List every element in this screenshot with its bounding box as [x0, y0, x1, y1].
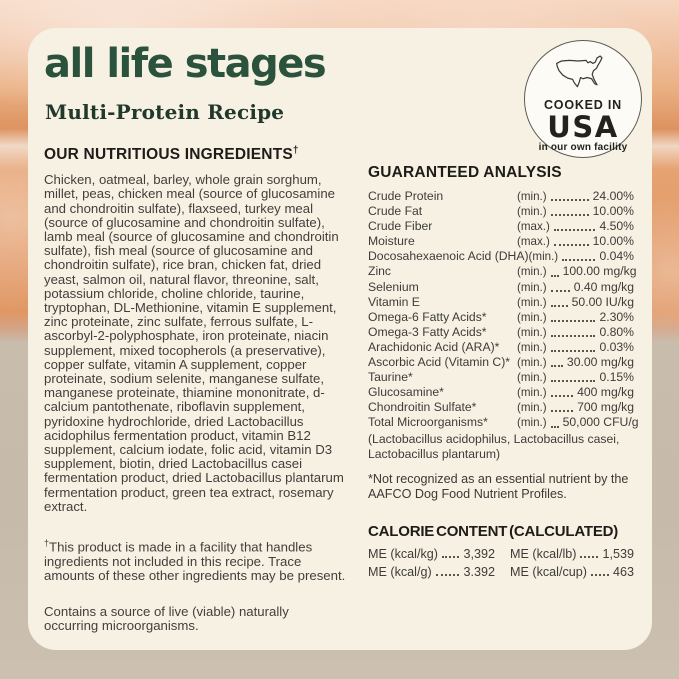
calorie-value: 463 [612, 564, 634, 579]
nutrient-name: Selenium [368, 279, 419, 294]
dot-leader [551, 410, 573, 412]
nutrient-value: 10.00% [592, 234, 634, 249]
min-max-qualifier: (max.) [517, 235, 550, 249]
analysis-row [368, 204, 634, 219]
analysis-row [368, 415, 639, 430]
min-max-qualifier: (min.) [528, 250, 559, 264]
calorie-measure: ME (kcal/g) [368, 564, 432, 579]
analysis-row [368, 370, 634, 385]
calorie-row [510, 565, 634, 579]
analysis-row [368, 219, 634, 234]
aafco-footnote: *Not recognized as an essential nutrient by the AAFCO Dog Food Nutrient Profiles. [368, 471, 629, 501]
calorie-row [510, 547, 634, 561]
analysis-row [368, 310, 634, 325]
nutrient-value: 4.50% [599, 219, 634, 234]
analysis-row [368, 355, 634, 370]
nutrient-value: 700 mg/kg [577, 400, 634, 415]
dot-leader [591, 574, 609, 576]
nutrient-value: 0.40 mg/kg [573, 279, 634, 294]
nutrient-name: Crude Fat [368, 204, 423, 219]
calorie-value: 1,539 [602, 546, 634, 561]
min-max-qualifier: (min.) [517, 205, 547, 219]
product-title: all life stages [44, 41, 326, 87]
dot-leader [442, 556, 460, 558]
min-max-qualifier: (min.) [517, 416, 547, 430]
ingredients-heading-text: OUR NUTRITIOUS INGREDIENTS [44, 146, 293, 164]
analysis-section [368, 164, 639, 579]
analysis-row [368, 400, 634, 415]
nutrient-value: 24.00% [592, 189, 634, 203]
dot-leader [551, 275, 559, 277]
calorie-content-heading: CALORIE CONTENT (CALCULATED) [368, 522, 619, 540]
nutrient-name: Arachidonic Acid (ARA)* [368, 339, 500, 354]
nutrient-name: Moisture [368, 234, 415, 249]
nutrient-value: 100.00 mg/kg [562, 264, 637, 279]
dot-leader [551, 305, 568, 307]
ingredients-list: Chicken, oatmeal, barley, whole grain sorghum, millet, peas, chicken meal (source of glucosamine and chondroitin sulfate), flaxseed, turkey meal (source of glucosamine and chondroitin sulfate), lamb meal (source of glucosamine and chondroitin sulfate), fish meal (source of glucosamine and chondroitin sulfate), rice bran, chicken fat, dried yeast, salmon oil, natural flavor, threonine, salt, potassium chloride, choline chloride, taurine, tryptophan, DL-Methionine, vitamin E supplement, zinc proteinate, zinc sulfate, ferrous sulfate, L-ascorbyl-2-polyphosphate, iron proteinate, niacin supplement, mixed tocopherols (a preservative), copper sulfate, vitamin A supplement, copper proteinate, sodium selenite, manganese sulfate, manganese proteinate, thiamine mononitrate, d-calcium pantothenate, riboflavin supplement, pyridoxine hydrochloride, dried Lactobacillus acidophilus fermentation product, vitamin B12 supplement, calcium iodate, folic acid, vitamin D3 supplement, biotin, dried Lactobacillus casei fermentation product, dried Lactobacillus plantarum fermentation product, green tea extract, rosemary extract. [44, 172, 344, 514]
nutrient-name: Crude Fiber [368, 219, 433, 234]
nutrient-name: Total Microorganisms* [368, 415, 488, 430]
nutrient-name: Glucosamine* [368, 385, 444, 400]
badge-line-cooked-in: COOKED IN [543, 98, 623, 112]
dot-leader [554, 229, 596, 231]
dot-leader [580, 556, 598, 558]
min-max-qualifier: (min.) [517, 295, 547, 309]
nutrient-name: Crude Protein [368, 189, 444, 203]
calorie-row [368, 547, 495, 561]
analysis-row [368, 264, 637, 279]
calorie-value: 3.392 [463, 564, 495, 579]
guaranteed-analysis-table [368, 189, 639, 431]
min-max-qualifier: (min.) [517, 401, 547, 415]
dot-leader [551, 214, 589, 216]
min-max-qualifier: (min.) [517, 325, 547, 339]
nutrient-name: Omega-3 Fatty Acids* [368, 324, 487, 339]
nutrient-name: Omega-6 Fatty Acids* [368, 309, 487, 324]
analysis-row [368, 189, 634, 204]
dagger-mark: † [44, 538, 50, 549]
dot-leader [436, 574, 460, 576]
calorie-measure: ME (kcal/cup) [510, 564, 587, 579]
nutrient-value: 10.00% [592, 204, 634, 219]
facility-footnote [44, 536, 346, 583]
dot-leader [551, 395, 573, 397]
badge-line-usa: USA [547, 110, 619, 144]
nutrient-value: 400 mg/kg [577, 385, 634, 400]
min-max-qualifier: (min.) [517, 190, 547, 203]
dot-leader [551, 365, 563, 367]
nutrient-value: 30.00 mg/kg [566, 355, 634, 370]
badge-line-facility: in our own facility [538, 142, 628, 153]
cooked-in-usa-badge [524, 40, 642, 158]
min-max-qualifier: (min.) [517, 356, 547, 370]
nutrient-value: 2.30% [599, 309, 634, 324]
dot-leader [562, 259, 595, 261]
analysis-row [368, 295, 634, 310]
analysis-row [368, 249, 634, 264]
dot-leader [551, 426, 559, 428]
min-max-qualifier: (max.) [517, 220, 550, 234]
nutrient-value: 0.80% [599, 324, 634, 339]
calorie-row [368, 565, 495, 579]
dot-leader [551, 290, 570, 292]
analysis-row [368, 234, 634, 249]
dot-leader [551, 380, 596, 382]
microorganism-species-note: (Lactobacillus acidophilus, Lactobacillus casei, Lactobacillus plantarum) [368, 431, 620, 461]
analysis-row [368, 385, 634, 400]
ingredients-section [44, 145, 346, 633]
nutrient-value: 0.04% [599, 249, 634, 264]
nutrient-value: 50.00 IU/kg [571, 294, 634, 309]
dot-leader [551, 350, 596, 352]
dot-leader [551, 199, 589, 201]
calorie-content-table [368, 547, 634, 579]
min-max-qualifier: (min.) [517, 386, 547, 400]
nutrient-value: 0.15% [599, 370, 634, 385]
calorie-measure: ME (kcal/lb) [510, 546, 577, 561]
nutrient-value: 0.03% [599, 339, 634, 354]
nutrient-name: Chondroitin Sulfate* [368, 400, 477, 415]
nutrient-value: 50,000 CFU/g [562, 415, 639, 430]
usa-map-icon [552, 53, 614, 96]
nutrient-name: Vitamin E [368, 294, 420, 309]
min-max-qualifier: (min.) [517, 280, 547, 294]
dot-leader [551, 320, 596, 322]
analysis-row [368, 325, 634, 340]
ingredients-heading [44, 145, 346, 164]
facility-footnote-text: This product is made in a facility that handles ingredients not included in this recipe. Trace amounts of these other ingredients may be present. [44, 539, 346, 583]
dagger-mark: † [292, 145, 299, 156]
nutrient-name: Docosahexaenoic Acid (DHA) [368, 249, 529, 264]
recipe-subtitle: Multi-Protein Recipe [45, 100, 285, 124]
calorie-measure: ME (kcal/kg) [368, 546, 438, 561]
live-microorganisms-note: Contains a source of live (viable) naturally occurring microorganisms. [44, 604, 289, 634]
min-max-qualifier: (min.) [517, 371, 547, 385]
analysis-row [368, 280, 634, 295]
nutrient-name: Taurine* [368, 370, 413, 385]
product-label-card [28, 28, 652, 650]
min-max-qualifier: (min.) [517, 340, 547, 354]
dot-leader [554, 244, 589, 246]
guaranteed-analysis-heading: GUARANTEED ANALYSIS [368, 164, 562, 181]
dot-leader [551, 335, 596, 337]
nutrient-name: Zinc [368, 264, 392, 279]
calorie-value: 3,392 [463, 546, 495, 561]
min-max-qualifier: (min.) [517, 310, 547, 324]
nutrient-name: Ascorbic Acid (Vitamin C)* [368, 355, 511, 370]
analysis-row [368, 340, 634, 355]
min-max-qualifier: (min.) [517, 265, 547, 279]
